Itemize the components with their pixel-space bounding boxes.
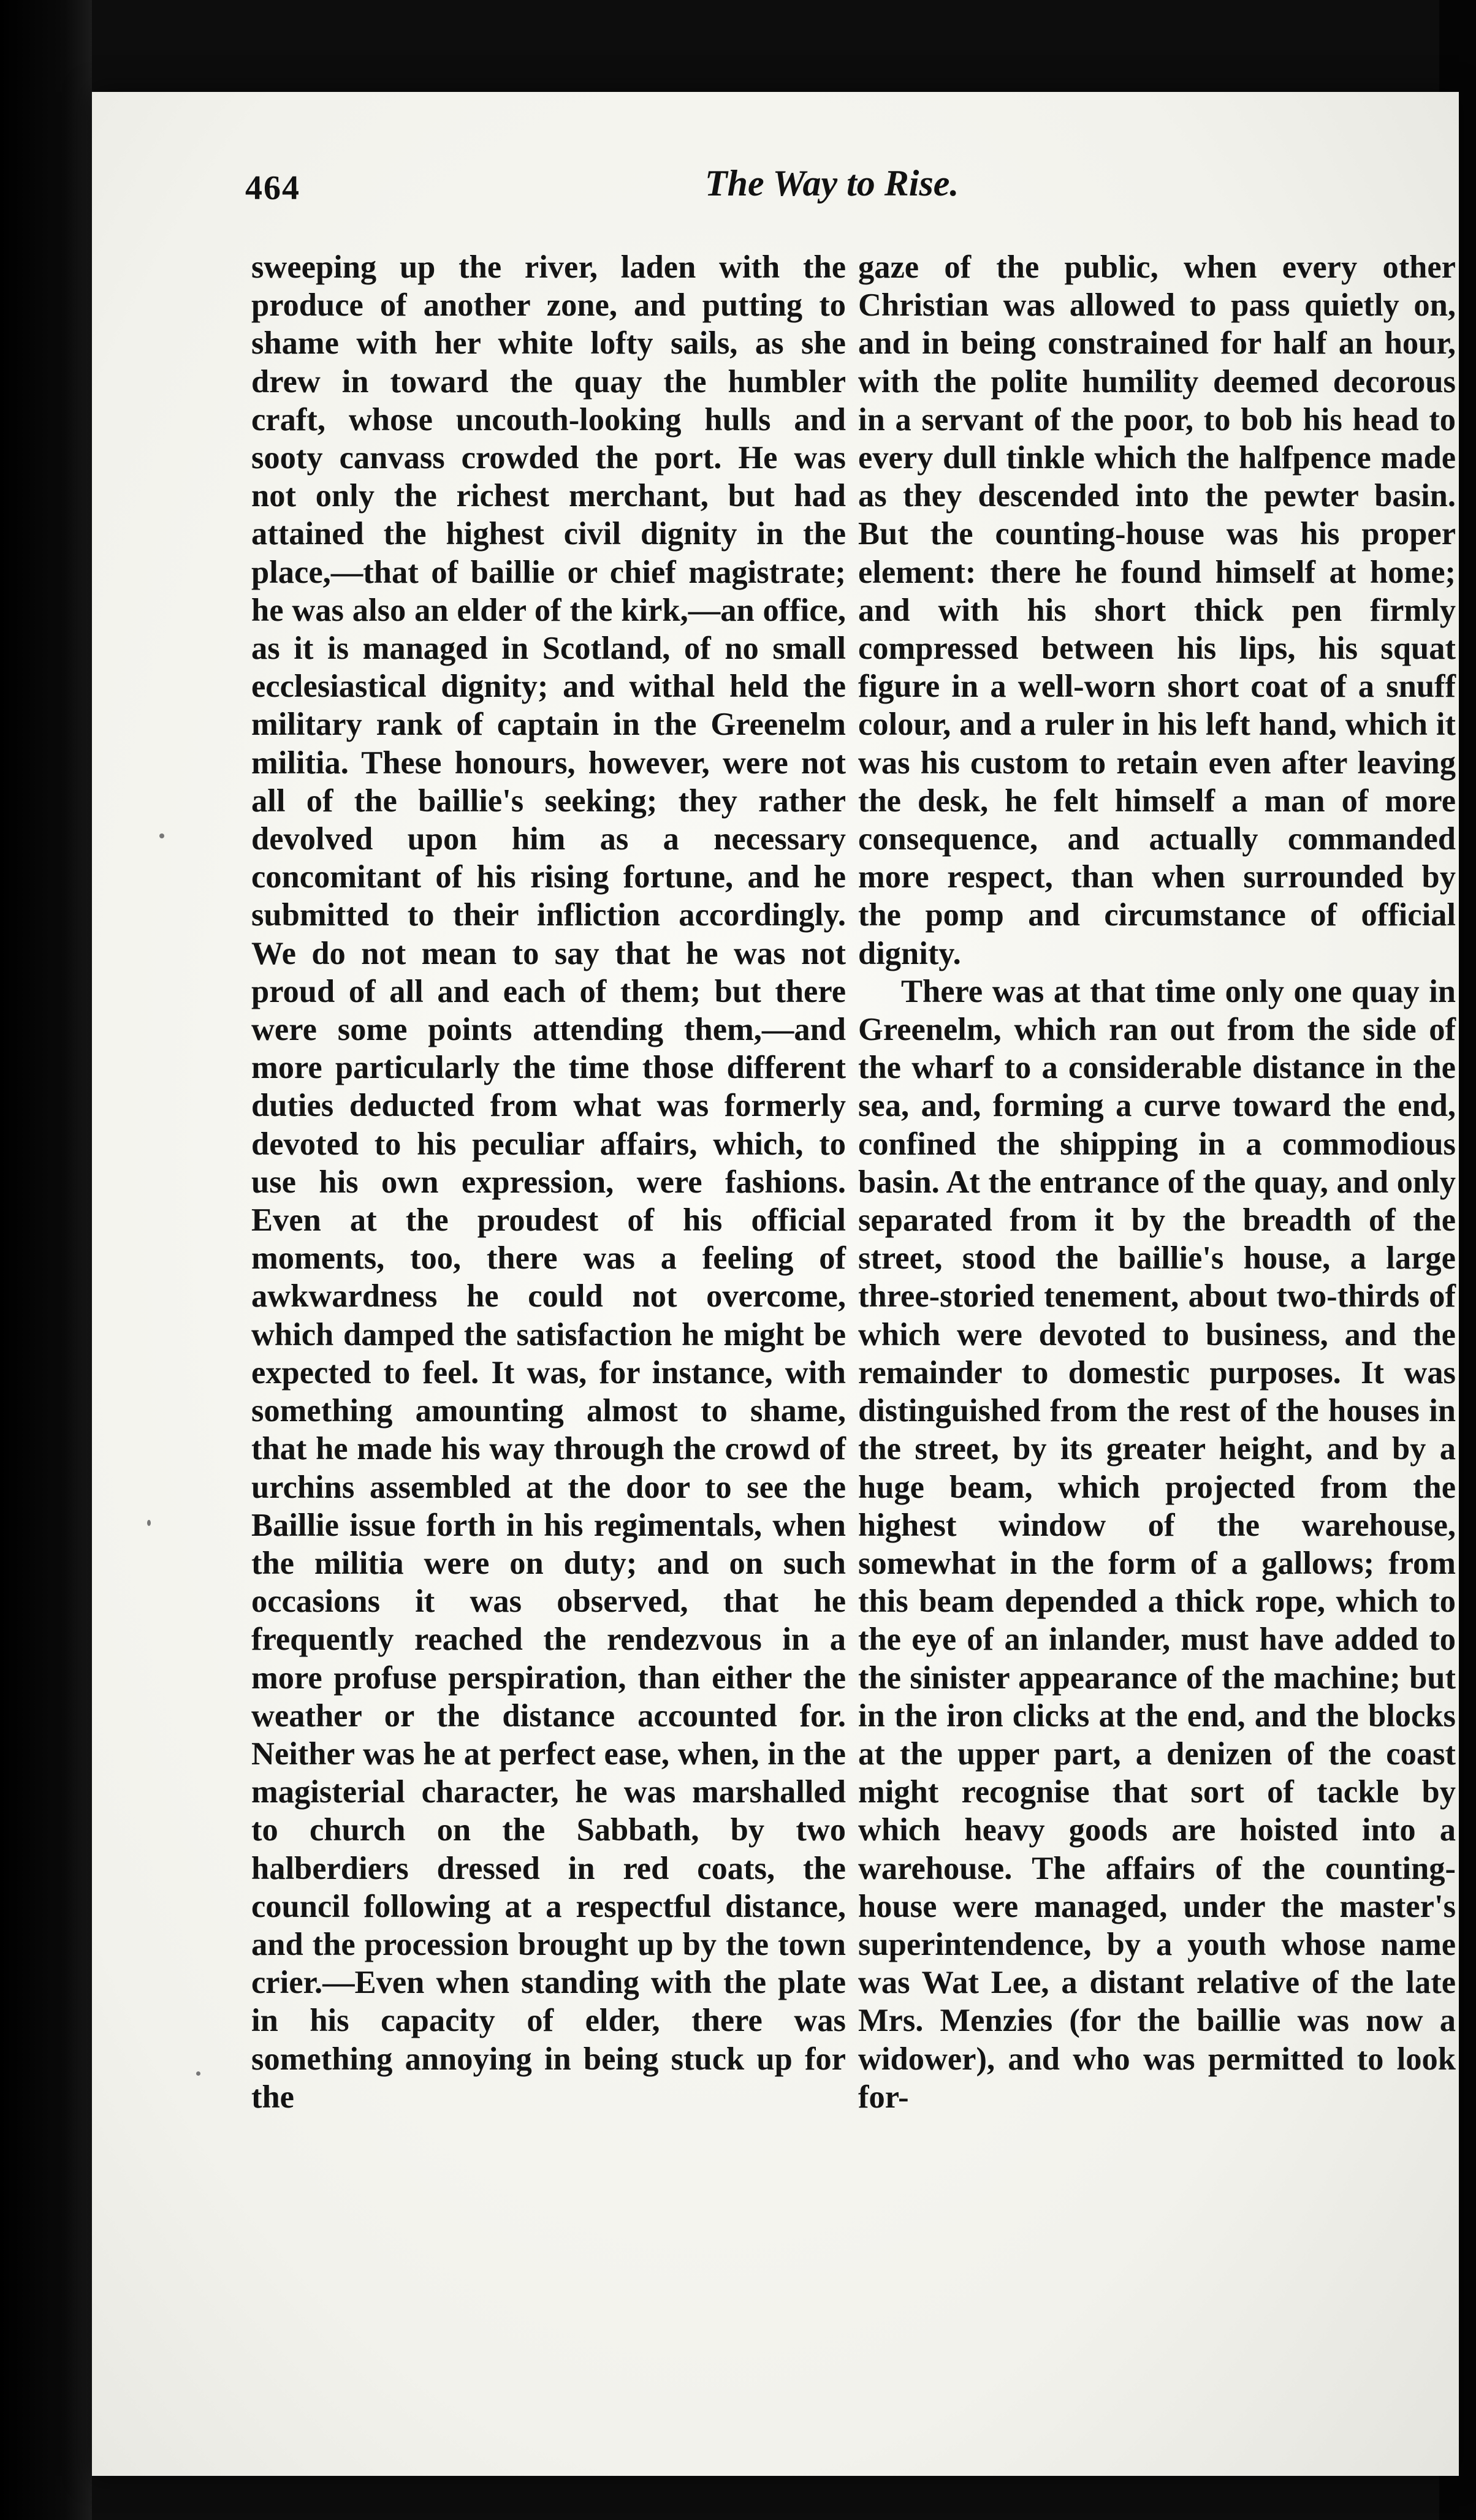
running-title: The Way to Rise.	[705, 163, 959, 203]
paragraph: There was at that time only one quay in Greenelm, which ran out from the side of the wharf to a considerable distance in the sea, and, forming a curve toward the end, confined the shipping in a commodious basin. At the entrance of the quay, and only separated from it by the breadth of the street, stood the baillie's house, a large three-storied tenement, about two-thirds of which were devoted to business, and the remainder to domestic purposes. It was distinguished from the rest of the houses in the street, by its greater height, and by a huge beam, which projected from the highest window of the warehouse, somewhat in the form of a gallows; from this beam depended a thick rope, which to the eye of an inlander, must have added to the sinister appearance of the machine; but in the iron clicks at the end, and the blocks at the upper part, a denizen of the coast might recognise that sort of tackle by which heavy goods are hoisted into a warehouse. The affairs of the counting-house were managed, under the master's superintendence, by a youth whose name was Wat Lee, a distant relative of the late Mrs. Menzies (for the baillie was now a widower), and who was permitted to look for-	[858, 973, 1456, 2115]
text-column-left	[251, 248, 846, 2116]
ink-speck	[159, 833, 164, 838]
text-column-right	[858, 248, 1456, 2116]
ink-speck	[196, 2071, 200, 2076]
ink-speck	[147, 1520, 151, 1526]
running-head	[245, 162, 1447, 224]
paragraph: sweeping up the river, laden with the produce of another zone, and putting to shame with her white lofty sails, as she drew in toward the quay the humbler craft, whose uncouth-looking hulls and sooty canvass crowded the port. He was not only the richest merchant, but had attained the highest civil dignity in the place,—that of baillie or chief magistrate; he was also an elder of the kirk,—an office, as it is managed in Scotland, of no small ecclesiastical dignity; and withal held the military rank of captain in the Greenelm militia. These honours, however, were not all of the baillie's seeking; they rather devolved upon him as a necessary concomitant of his rising fortune, and he submitted to their infliction accordingly. We do not mean to say that he was not proud of all and each of them; but there were some points attending them,—and more particularly the time those different duties deducted from what was formerly devoted to his peculiar affairs, which, to use his own expression, were fashions. Even at the proudest of his official moments, too, there was a feeling of awkwardness he could not overcome, which damped the satisfaction he might be expected to feel. It was, for instance, with something amounting almost to shame, that he made his way through the crowd of urchins assembled at the door to see the Baillie issue forth in his regimentals, when the militia were on duty; and on such occasions it was observed, that he frequently reached the rendezvous in a more profuse perspiration, than either the weather or the distance accounted for. Neither was he at perfect ease, when, in the magisterial character, he was marshalled to church on the Sabbath, by two halberdiers dressed in red coats, the council following at a respectful distance, and the procession brought up by the town crier.—Even when standing with the plate in his capacity of elder, there was something annoying in being stuck up for the	[251, 249, 846, 2115]
page-number: 464	[245, 169, 300, 207]
book-gutter-shadow	[0, 0, 92, 2520]
paragraph: gaze of the public, when every other Christian was allowed to pass quietly on, and in being constrained for half an hour, with the polite humility deemed decorous in a servant of the poor, to bob his head to every dull tinkle which the halfpence made as they descended into the pewter basin. But the counting-house was his proper element: there he found himself at home; and with his short thick pen firmly compressed between his lips, his squat figure in a well-worn short coat of a snuff colour, and a ruler in his left hand, which it was his custom to retain even after leaving the desk, he felt himself a man of more consequence, and actually commanded more respect, than when surrounded by the pomp and circumstance of official dignity.	[858, 249, 1456, 971]
